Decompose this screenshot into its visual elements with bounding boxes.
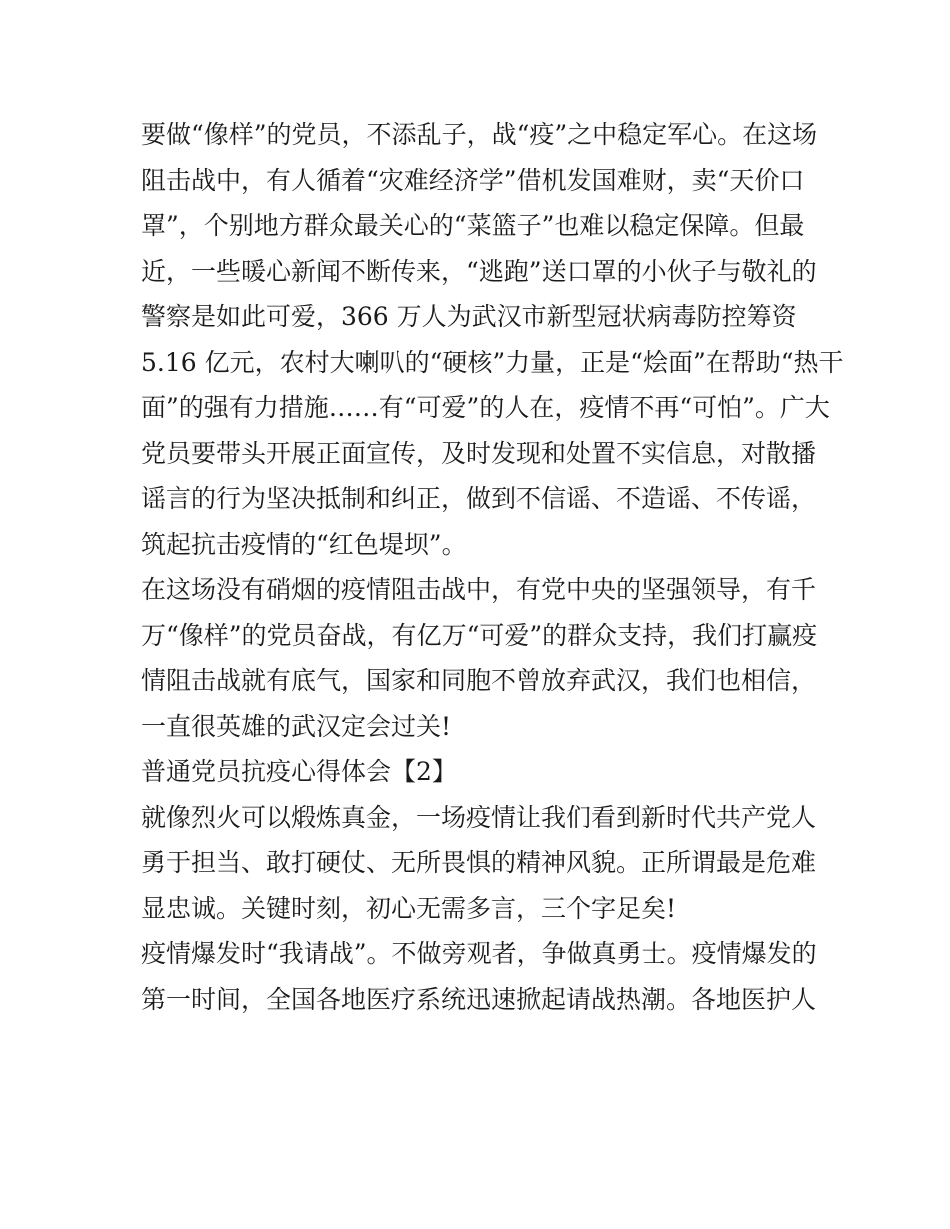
text-line: 党员要带头开展正面宣传，及时发现和处置不实信息，对散播 [141,438,817,468]
text-line: 疫情爆发时“我请战”。不做旁观者，争做真勇士。疫情爆发的 [141,939,817,968]
text-line: 情阻击战就有底气，国家和同胞不曾放弃武汉，我们也相信， [141,666,817,695]
text-line: 第一时间，全国各地医疗系统迅速掀起请战热潮。各地医护人 [141,984,817,1014]
text-line: 在这场没有硝烟的疫情阻击战中，有党中央的坚强领导，有千 [141,575,817,604]
text-line: 罩”，个别地方群众最关心的“菜篮子”也难以稳定保障。但最 [141,211,805,240]
text-line: 筑起抗击疫情的“红色堤坝”。 [141,529,467,559]
text-line: 面”的强有力措施……有“可爱”的人在，疫情不再“可怕”。广大 [141,393,830,422]
text-line: 万“像样”的党员奋战，有亿万“可爱”的群众支持，我们打赢疫 [141,620,818,650]
text-line: 谣言的行为坚决抵制和纠正，做到不信谣、不造谣、不传谣， [141,484,817,513]
text-line: 警察是如此可爱，366 万人为武汉市新型冠状病毒防控筹资 [141,302,797,331]
text-line: 显忠诚。关键时刻，初心无需多言，三个字足矣! [141,893,677,923]
text-line: 阻击战中，有人循着“灾难经济学”借机发国难财，卖“天价口 [141,165,805,195]
text-line: 一直很英雄的武汉定会过关! [141,711,452,741]
text-line: 就像烈火可以煅炼真金，一场疫情让我们看到新时代共产党人 [141,802,817,832]
text-line: 勇于担当、敢打硬仗、无所畏惧的精神风貌。正所谓最是危难 [141,848,817,877]
text-line: 5.16 亿元，农村大喇叭的“硬核”力量，正是“烩面”在帮助“热干 [141,347,844,377]
document-body [141,112,844,1022]
text-line: 要做“像样”的党员，不添乱子，战“疫”之中稳定军心。在这场 [141,120,818,149]
text-line: 近，一些暖心新闻不断传来，“逃跑”送口罩的小伙子与敬礼的 [141,256,817,286]
section-heading: 普通党员抗疫心得体会【2】 [141,757,457,786]
